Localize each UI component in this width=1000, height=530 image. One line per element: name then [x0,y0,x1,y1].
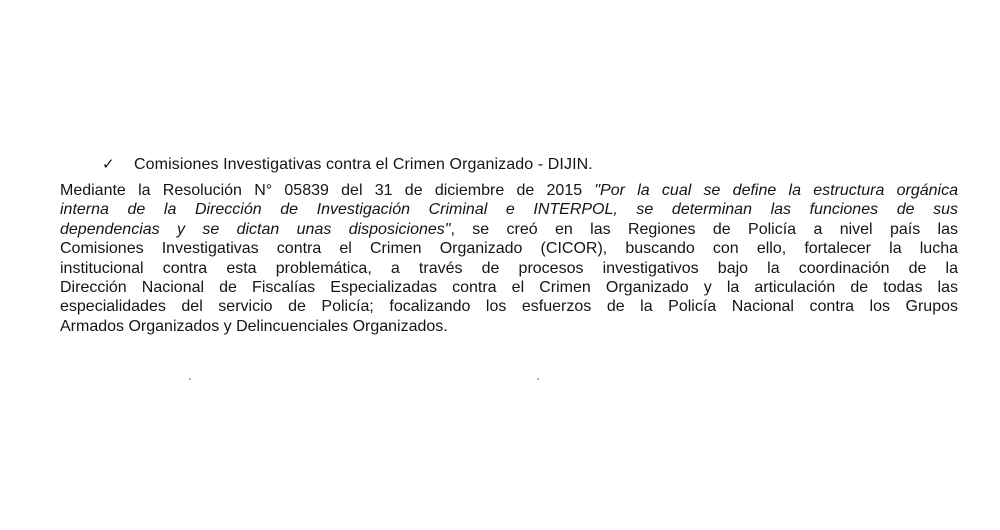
body-paragraph [60,181,958,336]
line-text: , se creó en las Regiones de Policía a nivel país las [450,220,959,238]
line-italic-text: interna de la Dirección de Investigación Criminal e INTERPOL, se determinan las funciones de sus [60,201,958,219]
paragraph-line [60,297,958,316]
line-text: Dirección Nacional de Fiscalías Especializadas contra el Crimen Organizado y la articulación de todas las [60,278,958,296]
paragraph-line [60,259,958,278]
paragraph-line [60,220,958,239]
line-text: institucional contra esta problemática, a través de procesos investigativos bajo la coordinación de la [60,259,958,277]
paragraph-line [60,278,958,297]
paragraph-line [60,181,958,200]
bullet-item [102,155,593,174]
checkmark-icon: ✓ [102,156,115,173]
line-italic-text: "Por la cual se define la estructura orgánica [594,182,958,199]
paragraph-line [60,239,958,258]
line-text: Mediante la Resolución N° 05839 del 31 de diciembre de 2015 [60,182,595,199]
paragraph-line [60,317,958,336]
line-text: Armados Organizados y Delincuenciales Organizados. [60,317,448,335]
paragraph-line [60,200,958,219]
bullet-text: Comisiones Investigativas contra el Crimen Organizado - DIJIN. [134,156,593,173]
line-text: Comisiones Investigativas contra el Crimen Organizado (CICOR), buscando con ello, fortalecer la lucha [60,240,958,258]
scan-speck [189,378,191,380]
line-italic-text: dependencias y se dictan unas disposiciones" [60,220,451,238]
line-text: especialidades del servicio de Policía; focalizando los esfuerzos de la Policía Nacional contra los Grupos [60,298,958,316]
scan-speck [537,378,539,380]
